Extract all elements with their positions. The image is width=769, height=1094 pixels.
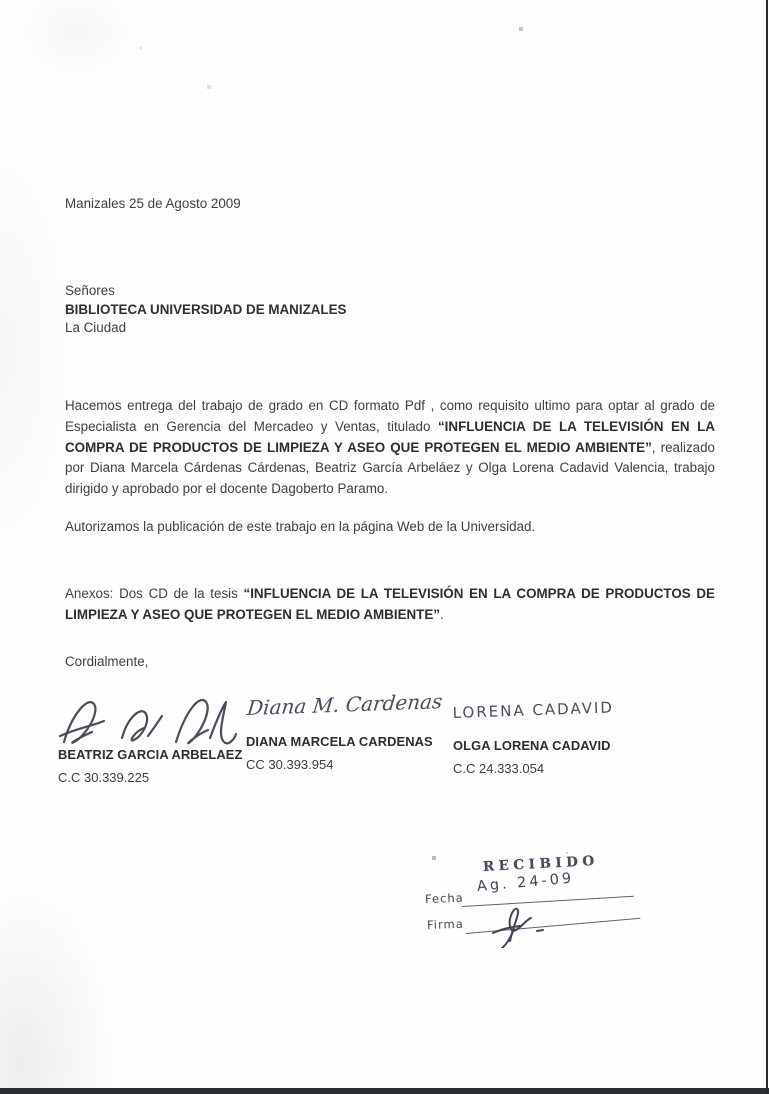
signature-block-beatriz bbox=[58, 692, 242, 785]
recipient-name: BIBLIOTECA UNIVERSIDAD DE MANIZALES bbox=[65, 301, 347, 317]
recipient-city: La Ciudad bbox=[65, 320, 127, 335]
closing-salutation: Cordialmente, bbox=[65, 654, 149, 669]
date-line: Manizales 25 de Agosto 2009 bbox=[65, 196, 241, 211]
annex-thesis-title-bold: “INFLUENCIA DE LA TELEVISIÓN EN LA COMPRA DE PRODUCTOS DE LIMPIEZA Y ASEO QUE PROTEGEN EL MEDIO AMBIENTE” bbox=[65, 586, 715, 622]
paragraph-delivery bbox=[65, 396, 715, 500]
stamp-firma-label: Firma bbox=[426, 916, 464, 932]
signatory-id: C.C 24.333.054 bbox=[453, 761, 545, 776]
signatory-name: OLGA LORENA CADAVID bbox=[453, 738, 611, 753]
received-stamp-title: RECIBIDO bbox=[482, 852, 600, 875]
signatory-name: BEATRIZ GARCIA ARBELAEZ bbox=[58, 747, 243, 762]
paragraph-delivery-rest: , realizado por Diana Marcela Cárdenas Cárdenas, Beatriz García Arbeláez y Olga Lorena Cadavid Valencia, trabajo dirigido y aprobado por el docente Dagoberto Paramo. bbox=[65, 439, 715, 497]
signatory-id: C.C 30.339.225 bbox=[58, 770, 150, 785]
stamp-fecha-label: Fecha bbox=[424, 890, 464, 906]
handwritten-signature-beatriz bbox=[58, 692, 238, 748]
scan-noise-specks bbox=[0, 0, 2, 2]
scan-right-edge bbox=[766, 0, 768, 1094]
recipient-block bbox=[65, 282, 346, 338]
paragraph-authorization: Autorizamos la publicación de este trabajo en la página Web de la Universidad. bbox=[65, 519, 536, 534]
thesis-title-bold: “INFLUENCIA DE LA TELEVISIÓN EN LA COMPRA DE PRODUCTOS DE LIMPIEZA Y ASEO QUE PROTEGEN EL MEDIO AMBIENTE” bbox=[65, 418, 715, 455]
handwritten-fecha-value: Ag. 24-09 bbox=[476, 870, 575, 895]
paragraph-annex bbox=[65, 584, 715, 626]
recipient-salutation: Señores bbox=[65, 283, 115, 298]
signatory-name: DIANA MARCELA CARDENAS bbox=[246, 734, 433, 749]
signature-block-diana bbox=[246, 689, 444, 772]
paragraph-annex-intro: Anexos: Dos CD de la tesis bbox=[65, 586, 244, 601]
signatory-id: CC 30.393.954 bbox=[246, 757, 334, 772]
scan-bottom-edge bbox=[0, 1088, 769, 1094]
paragraph-delivery-intro: Hacemos entrega del trabajo de grado en CD formato Pdf , como requisito ultimo para optar al grado de Especialista en Gerencia del Mercadeo y Ventas, titulado bbox=[65, 398, 715, 434]
handwritten-signature-olga: LORENA CADAVID bbox=[452, 698, 615, 722]
signature-block-olga bbox=[452, 698, 615, 776]
paragraph-annex-end: . bbox=[439, 606, 444, 622]
handwritten-signature-diana: Diana M. Cardenas bbox=[246, 689, 444, 720]
